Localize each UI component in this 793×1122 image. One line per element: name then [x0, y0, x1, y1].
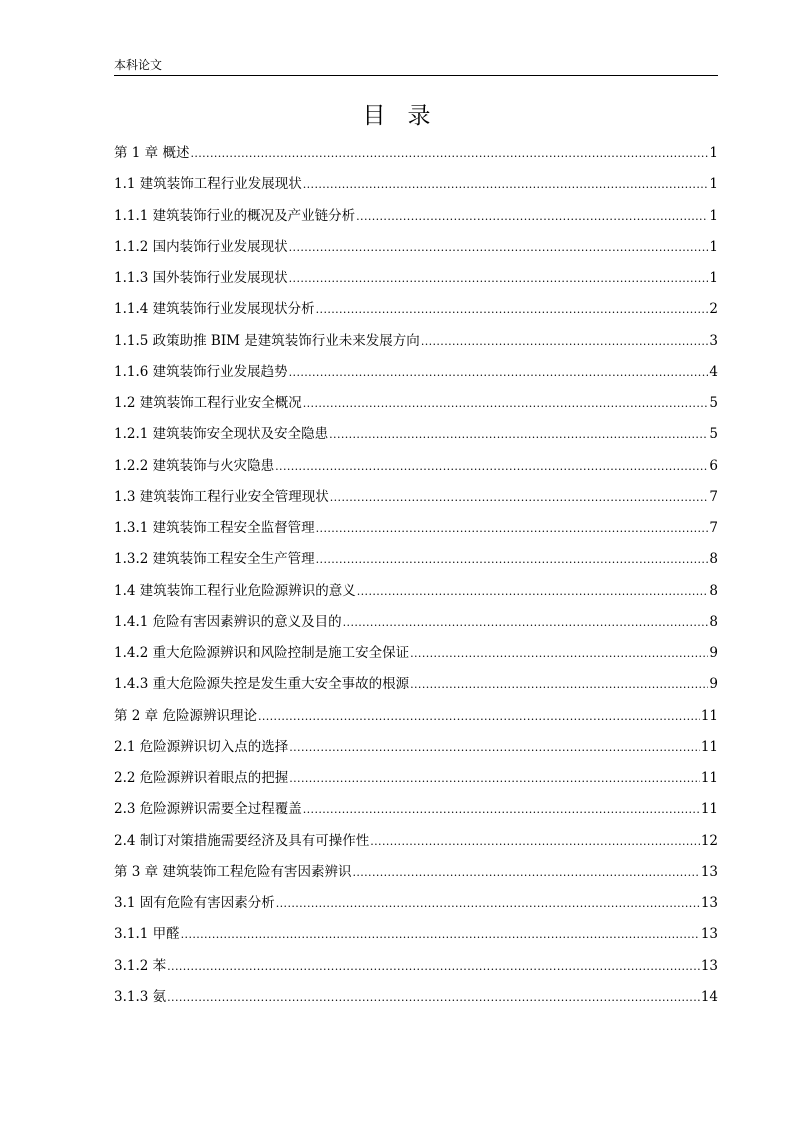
toc-entry-label: 第 2 章 危险源辨识理论: [114, 707, 257, 724]
toc-entry[interactable]: [114, 388, 718, 419]
toc-entry-page-number: 13: [700, 863, 718, 880]
toc-entry[interactable]: [114, 982, 718, 1013]
toc-entry-label: 2.4 制订对策措施需要经济及具有可操作性: [114, 832, 370, 849]
toc-entry[interactable]: [114, 482, 718, 513]
toc-entry-page-number: 11: [700, 801, 718, 818]
toc-entry-label: 2.2 危险源辨识着眼点的把握: [114, 770, 289, 786]
toc-entry-page-number: 8: [709, 551, 718, 568]
toc-list: [114, 138, 718, 1013]
toc-entry-label: 1.4.3 重大危险源失控是发生重大安全事故的根源: [114, 676, 410, 693]
toc-entry[interactable]: [114, 732, 718, 763]
toc-dot-leader: [352, 857, 699, 888]
toc-entry-page-number: 1: [709, 145, 718, 161]
toc-entry-label: 1.2.2 建筑装饰与火灾隐患: [114, 457, 275, 474]
toc-dot-leader: [357, 576, 709, 607]
toc-dot-leader: [370, 826, 700, 857]
page-header: [114, 56, 718, 76]
toc-entry[interactable]: [114, 138, 718, 169]
toc-entry[interactable]: [114, 763, 718, 794]
toc-entry-label: 1.1.6 建筑装饰行业发展趋势: [114, 363, 288, 380]
toc-dot-leader: [289, 263, 709, 294]
toc-entry-label: 1.1.4 建筑装饰行业发展现状分析: [114, 301, 315, 318]
toc-entry[interactable]: [114, 544, 718, 575]
toc-entry-label: 1.4.2 重大危险源辨识和风险控制是施工安全保证: [114, 645, 410, 661]
toc-dot-leader: [167, 982, 700, 1013]
toc-entry-label: 第 3 章 建筑装饰工程危险有害因素辨识: [114, 863, 352, 880]
toc-entry-page-number: 11: [700, 770, 718, 786]
toc-dot-leader: [275, 451, 708, 482]
toc-dot-leader: [289, 732, 700, 763]
toc-entry[interactable]: [114, 232, 718, 263]
toc-entry[interactable]: [114, 419, 718, 450]
toc-dot-leader: [289, 763, 700, 794]
toc-dot-leader: [329, 419, 708, 450]
toc-entry-label: 1.4 建筑装饰工程行业危险源辨识的意义: [114, 582, 356, 599]
toc-dot-leader: [410, 669, 708, 700]
toc-entry-page-number: 7: [709, 488, 718, 505]
toc-entry[interactable]: [114, 294, 718, 325]
toc-entry-page-number: 5: [709, 395, 718, 411]
toc-entry-page-number: 13: [700, 957, 718, 974]
toc-dot-leader: [356, 201, 708, 232]
toc-dot-leader: [316, 294, 709, 325]
toc-entry-label: 1.1 建筑装饰工程行业发展现状: [114, 176, 302, 193]
toc-entry-label: 1.2.1 建筑装饰安全现状及安全隐患: [114, 426, 329, 443]
toc-entry[interactable]: [114, 201, 718, 232]
toc-dot-leader: [289, 357, 709, 388]
toc-entry-label: 1.4.1 危险有害因素辨识的意义及目的: [114, 613, 342, 630]
toc-entry-page-number: 8: [709, 582, 718, 599]
toc-entry[interactable]: [114, 357, 718, 388]
toc-entry-page-number: 1: [709, 270, 718, 286]
toc-entry-page-number: 11: [700, 707, 718, 724]
toc-entry-label: 2.1 危险源辨识切入点的选择: [114, 738, 289, 755]
toc-dot-leader: [167, 951, 700, 982]
toc-dot-leader: [181, 919, 700, 950]
toc-entry-page-number: 1: [709, 176, 718, 193]
toc-entry-label: 1.3.2 建筑装饰工程安全生产管理: [114, 551, 315, 568]
header-text: 本科论文: [114, 58, 163, 72]
toc-dot-leader: [276, 888, 700, 919]
toc-entry[interactable]: [114, 451, 718, 482]
toc-entry[interactable]: [114, 263, 718, 294]
toc-entry-page-number: 3: [709, 332, 718, 349]
toc-entry[interactable]: [114, 669, 718, 700]
toc-entry[interactable]: [114, 826, 718, 857]
toc-dot-leader: [303, 169, 709, 200]
toc-entry-label: 1.1.2 国内装饰行业发展现状: [114, 238, 288, 255]
toc-entry[interactable]: [114, 794, 718, 825]
toc-entry[interactable]: [114, 326, 718, 357]
toc-entry-label: 2.3 危险源辨识需要全过程覆盖: [114, 801, 302, 818]
toc-entry-page-number: 14: [700, 988, 718, 1005]
toc-dot-leader: [343, 607, 709, 638]
toc-entry[interactable]: [114, 513, 718, 544]
toc-dot-leader: [258, 701, 700, 732]
toc-entry-label: 1.1.5 政策助推 BIM 是建筑装饰行业未来发展方向: [114, 332, 420, 349]
toc-entry-label: 1.3.1 建筑装饰工程安全监督管理: [114, 520, 315, 536]
toc-entry-page-number: 2: [709, 301, 718, 318]
toc-entry-page-number: 9: [709, 676, 718, 693]
toc-dot-leader: [330, 482, 709, 513]
toc-entry[interactable]: [114, 576, 718, 607]
toc-entry-page-number: 7: [709, 520, 718, 536]
toc-entry-page-number: 9: [709, 645, 718, 661]
toc-dot-leader: [316, 544, 709, 575]
toc-dot-leader: [421, 326, 709, 357]
toc-entry-page-number: 1: [709, 238, 718, 255]
toc-title: 目录: [362, 103, 453, 129]
toc-entry-page-number: 12: [700, 832, 718, 849]
toc-entry-label: 1.3 建筑装饰工程行业安全管理现状: [114, 488, 329, 505]
toc-entry-label: 1.1.1 建筑装饰行业的概况及产业链分析: [114, 207, 356, 224]
toc-entry-page-number: 4: [709, 363, 718, 380]
toc-entry-label: 3.1 固有危险有害因素分析: [114, 895, 275, 911]
toc-entry[interactable]: [114, 919, 718, 950]
toc-entry[interactable]: [114, 607, 718, 638]
toc-entry[interactable]: [114, 951, 718, 982]
toc-dot-leader: [303, 388, 709, 419]
toc-entry-page-number: 6: [709, 457, 718, 474]
toc-entry[interactable]: [114, 701, 718, 732]
toc-dot-leader: [289, 232, 709, 263]
toc-entry-page-number: 13: [700, 926, 718, 943]
toc-entry-page-number: 5: [709, 426, 718, 443]
toc-entry-label: 1.1.3 国外装饰行业发展现状: [114, 270, 288, 286]
toc-entry[interactable]: [114, 169, 718, 200]
toc-entry[interactable]: [114, 857, 718, 888]
toc-entry-label: 3.1.1 甲醛: [114, 926, 180, 943]
toc-entry-label: 第 1 章 概述: [114, 145, 190, 161]
toc-entry-page-number: 11: [700, 738, 718, 755]
toc-dot-leader: [190, 138, 708, 169]
toc-dot-leader: [410, 638, 708, 669]
toc-entry-page-number: 1: [709, 207, 718, 224]
toc-entry[interactable]: [114, 638, 718, 669]
toc-dot-leader: [303, 794, 700, 825]
toc-entry[interactable]: [114, 888, 718, 919]
toc-dot-leader: [316, 513, 709, 544]
toc-entry-label: 1.2 建筑装饰工程行业安全概况: [114, 395, 302, 411]
toc-entry-page-number: 13: [700, 895, 718, 911]
toc-entry-label: 3.1.3 氨: [114, 988, 167, 1005]
toc-entry-page-number: 8: [709, 613, 718, 630]
toc-entry-label: 3.1.2 苯: [114, 957, 167, 974]
